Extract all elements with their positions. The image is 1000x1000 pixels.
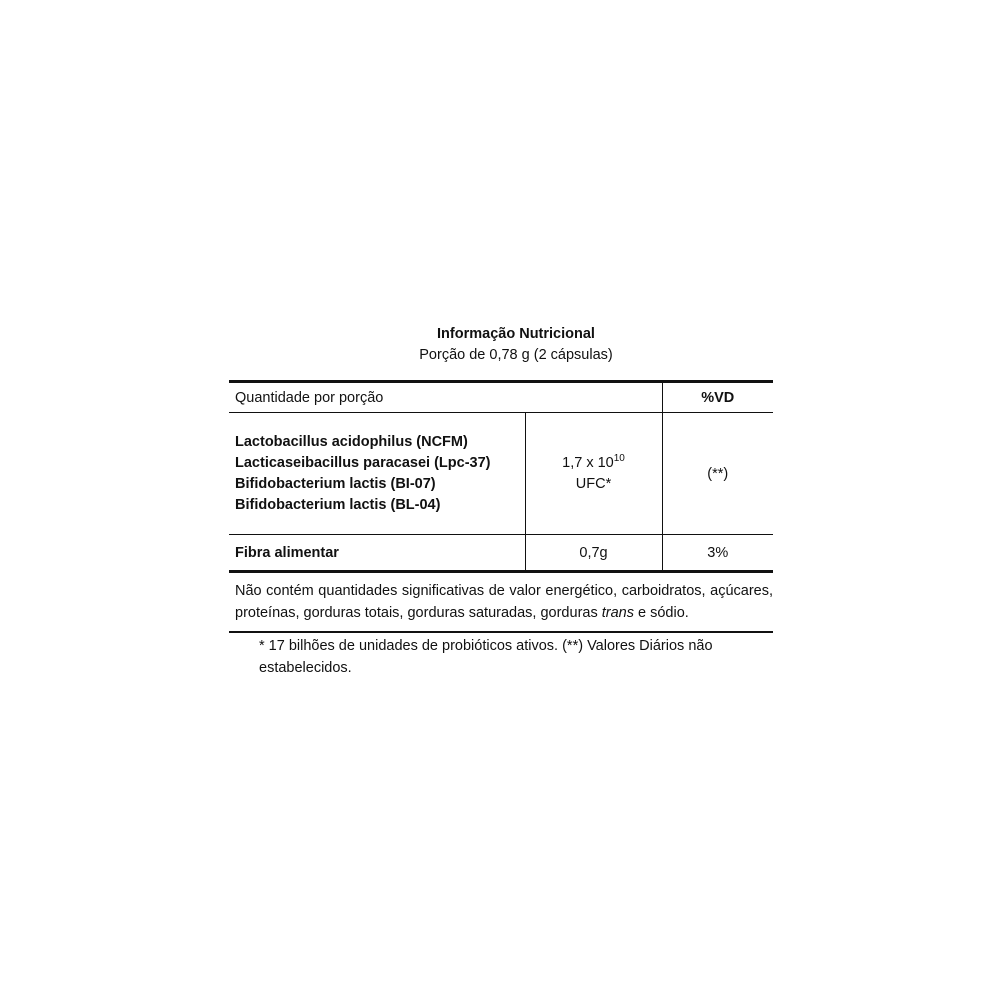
probiotic-strain: Bifidobacterium lactis (BL-04) <box>235 496 441 513</box>
table-header-row <box>229 382 773 413</box>
serving-size: Porção de 0,78 g (2 cápsulas) <box>419 347 613 363</box>
probiotic-amount-value <box>527 453 661 474</box>
notice-text-start: Não contém quantidades significativas de valor energético, carboidratos, açúcares, proteínas, gorduras totais, gorduras saturadas, gorduras <box>235 583 773 621</box>
insignificant-amounts-notice <box>229 573 773 633</box>
fiber-amount: 0,7g <box>525 535 662 572</box>
notice-trans-italic: trans <box>601 605 634 621</box>
probiotic-strain: Lactobacillus acidophilus (NCFM) <box>235 433 468 450</box>
amount-base: 1,7 x 10 <box>562 454 614 471</box>
fiber-row <box>229 535 773 572</box>
probiotic-amount-unit: UFC* <box>575 475 612 492</box>
probiotic-daily-value: (**) <box>662 413 773 535</box>
amount-exponent: 10 <box>613 452 625 464</box>
nutrition-title: Informação Nutricional <box>437 326 595 342</box>
fiber-label: Fibra alimentar <box>229 535 525 572</box>
daily-value-header: %VD <box>662 382 773 413</box>
nutrition-table <box>229 380 773 573</box>
probiotic-strain: Bifidobacterium lactis (BI-07) <box>235 475 436 492</box>
fiber-daily-value: 3% <box>662 535 773 572</box>
footnote: * 17 bilhões de unidades de probióticos ativos. (**) Valores Diários não estabelecidos. <box>259 638 713 676</box>
probiotic-strain-list <box>229 413 525 535</box>
probiotic-amount <box>525 413 662 535</box>
notice-text-end: e sódio. <box>633 605 689 621</box>
probiotic-strain: Lacticaseibacillus paracasei (Lpc-37) <box>235 454 491 471</box>
nutrition-facts-panel <box>229 324 773 679</box>
probiotics-row <box>229 413 773 535</box>
quantity-per-serving-header: Quantidade por porção <box>229 382 662 413</box>
